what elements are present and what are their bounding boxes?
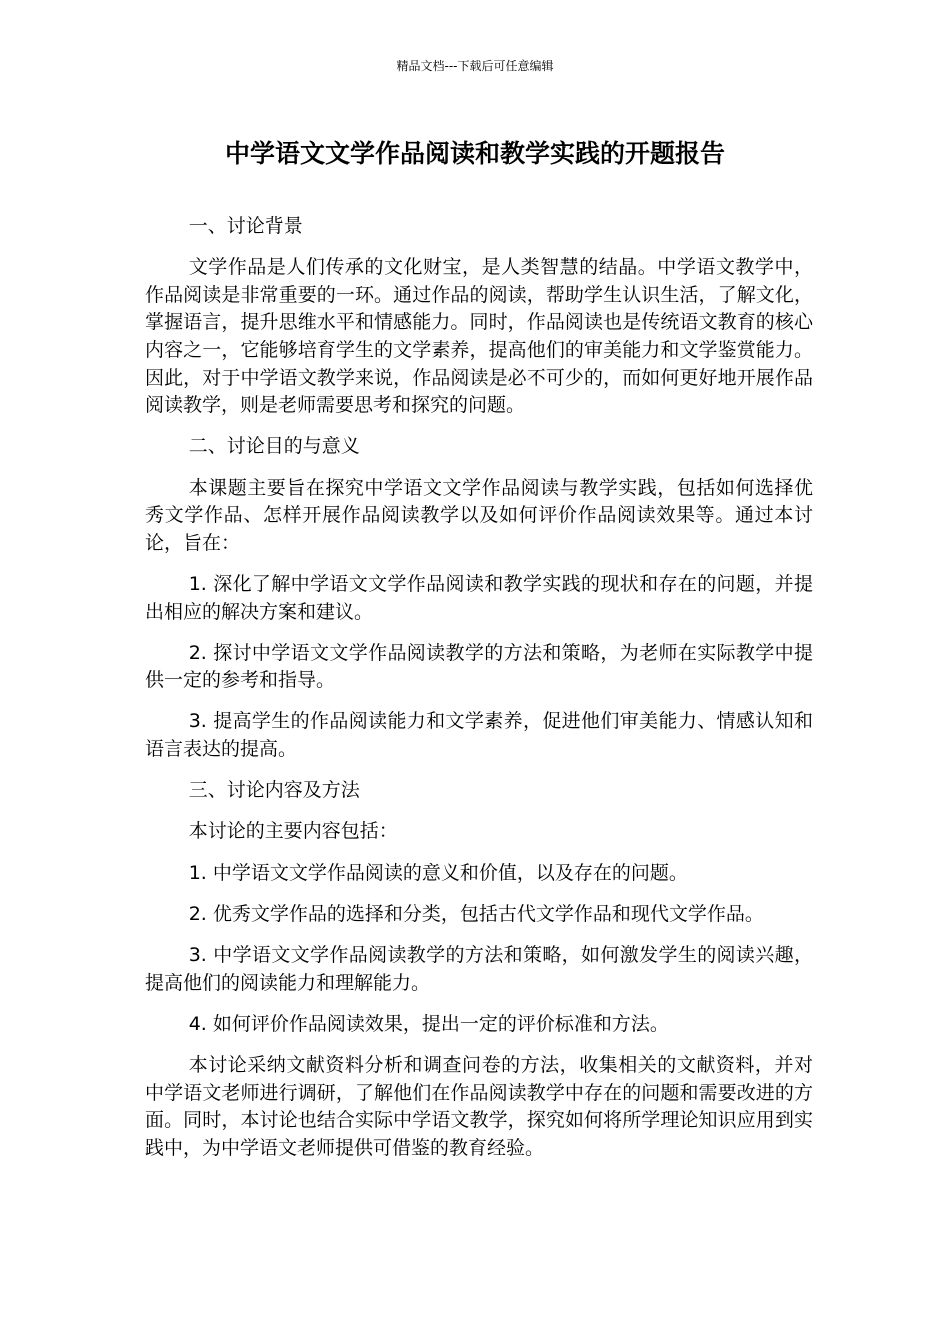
list-item-content-2: 2. 优秀文学作品的选择和分类，包括古代文学作品和现代文学作品。: [188, 902, 764, 925]
list-item-purpose-2: 2. 探讨中学语文文学作品阅读教学的方法和策略，为老师在实际教学中提供一定的参考和指导。: [145, 641, 813, 692]
document-title: 中学语文文学作品阅读和教学实践的开题报告: [224, 139, 725, 168]
list-item-content-3: 3. 中学语文文学作品阅读教学的方法和策略，如何激发学生的阅读兴趣，提高他们的阅读能力和理解能力。: [145, 944, 813, 994]
section-heading-background: 一、讨论背景: [188, 215, 303, 237]
paragraph-purpose-intro: 本课题主要旨在探究中学语文文学作品阅读与教学实践，包括如何选择优秀文学作品、怎样开展作品阅读教学以及如何评价作品阅读效果等。通过本讨论，旨在：: [145, 476, 813, 554]
list-item-purpose-3: 3. 提高学生的作品阅读能力和文学素养，促进他们审美能力、情感认知和语言表达的提高。: [145, 710, 813, 761]
list-item-purpose-1: 1. 深化了解中学语文文学作品阅读和教学实践的现状和存在的问题，并提出相应的解决方案和建议。: [145, 572, 813, 623]
section-heading-content-method: 三、讨论内容及方法: [188, 779, 360, 802]
document-body: [145, 213, 813, 1176]
section-heading-purpose: 二、讨论目的与意义: [188, 435, 360, 458]
list-item-content-1: 1. 中学语文文学作品阅读的意义和价值，以及存在的问题。: [188, 861, 688, 884]
paragraph-background: 文学作品是人们传承的文化财宝，是人类智慧的结晶。中学语文教学中，作品阅读是非常重要的一环。通过作品的阅读，帮助学生认识生活，了解文化，掌握语言，提升思维水平和情感能力。同时，作品阅读也是传统语文教育的核心内容之一，它能够培育学生的文学素养，提高他们的审美能力和文学鉴赏能力。因此，对于中学语文教学来说，作品阅读是必不可少的，而如何更好地开展作品阅读教学，则是老师需要思考和探究的问题。: [145, 256, 813, 417]
paragraph-method: 本讨论采纳文献资料分析和调查问卷的方法，收集相关的文献资料，并对中学语文老师进行调研，了解他们在作品阅读教学中存在的问题和需要改进的方面。同时，本讨论也结合实际中学语文教学，探究如何将所学理论知识应用到实践中，为中学语文老师提供可借鉴的教育经验。: [145, 1053, 813, 1159]
list-item-content-4: 4. 如何评价作品阅读效果，提出一定的评价标准和方法。: [188, 1012, 669, 1035]
paragraph-content-intro: 本讨论的主要内容包括：: [188, 820, 398, 843]
page-header-note: 精品文档---下载后可任意编辑: [396, 59, 554, 73]
